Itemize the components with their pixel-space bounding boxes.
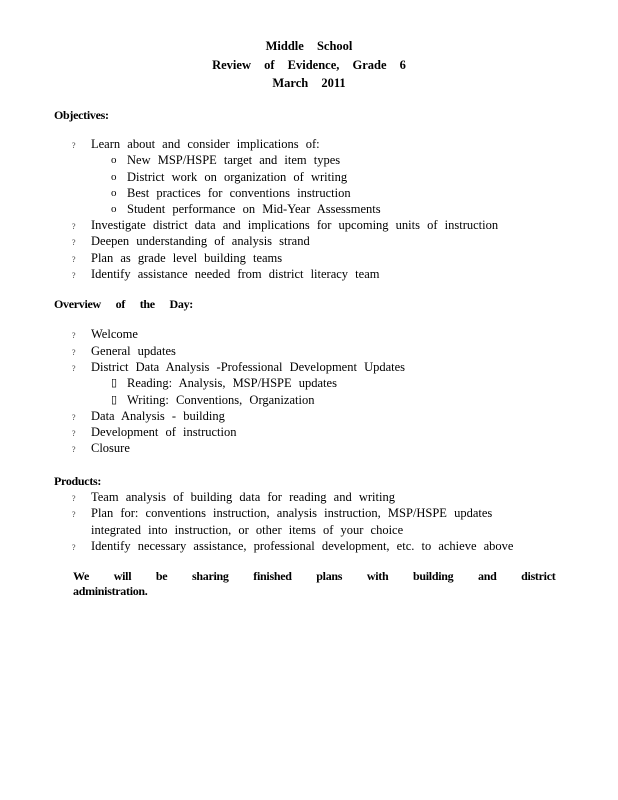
bullet-icon: ? [72,510,76,519]
box-bullet-icon: ▯ [111,377,118,389]
bullet-icon: ? [72,543,76,552]
bullet-icon: ? [72,271,76,280]
header-date: March 2011 [272,76,346,90]
bullet-icon: ? [72,348,76,357]
bullet-icon: ? [72,331,76,340]
objective-subitem: Student performance on Mid-Year Assessments [127,202,381,216]
objective-item: Investigate district data and implications for upcoming units of instruction [91,218,499,232]
overview-subitem: Reading: Analysis, MSP/HSPE updates [127,376,337,390]
product-item: Team analysis of building data for reading and writing [91,490,395,504]
bullet-icon: ? [72,429,76,438]
objective-item: Learn about and consider implications of: [91,137,320,151]
bullet-icon: ? [72,141,76,150]
product-item: Plan for: conventions instruction, analysis instruction, MSP/HSPE updates [91,506,493,520]
overview-item: Development of instruction [91,425,237,439]
objective-item: Deepen understanding of analysis strand [91,234,310,248]
overview-heading: Overview of the Day: [54,297,193,311]
objective-subitem: New MSP/HSPE target and item types [127,153,341,167]
overview-item: District Data Analysis -Professional Development Updates [91,360,406,374]
objective-subitem: Best practices for conventions instruction [127,186,351,200]
overview-item: Data Analysis - building [91,409,225,423]
box-bullet-icon: ▯ [111,394,118,406]
product-item-continuation: integrated into instruction, or other items of your choice [91,523,404,537]
bullet-icon: ? [72,494,76,503]
circle-bullet-icon: o [111,187,117,199]
circle-bullet-icon: o [111,171,117,183]
products-heading: Products: [54,474,102,488]
objective-item: Identify assistance needed from district literacy team [91,267,380,281]
objective-item: Plan as grade level building teams [91,251,283,265]
bullet-icon: ? [72,445,76,454]
header-title: Review of Evidence, Grade 6 [212,58,406,72]
overview-item: General updates [91,344,176,358]
overview-item: Closure [91,441,130,455]
objective-subitem: District work on organization of writing [127,170,348,184]
circle-bullet-icon: o [111,203,117,215]
bullet-icon: ? [72,238,76,247]
overview-item: Welcome [91,327,138,341]
circle-bullet-icon: o [111,154,117,166]
bullet-icon: ? [72,222,76,231]
objectives-heading: Objectives: [54,108,109,122]
bullet-icon: ? [72,255,76,264]
closing-statement: We will be sharing finished plans with building and district administration. [73,569,556,598]
bullet-icon: ? [72,364,76,373]
bullet-icon: ? [72,413,76,422]
header-school: Middle School [265,39,353,53]
overview-subitem: Writing: Conventions, Organization [127,393,315,407]
product-item: Identify necessary assistance, professional development, etc. to achieve above [91,539,514,553]
